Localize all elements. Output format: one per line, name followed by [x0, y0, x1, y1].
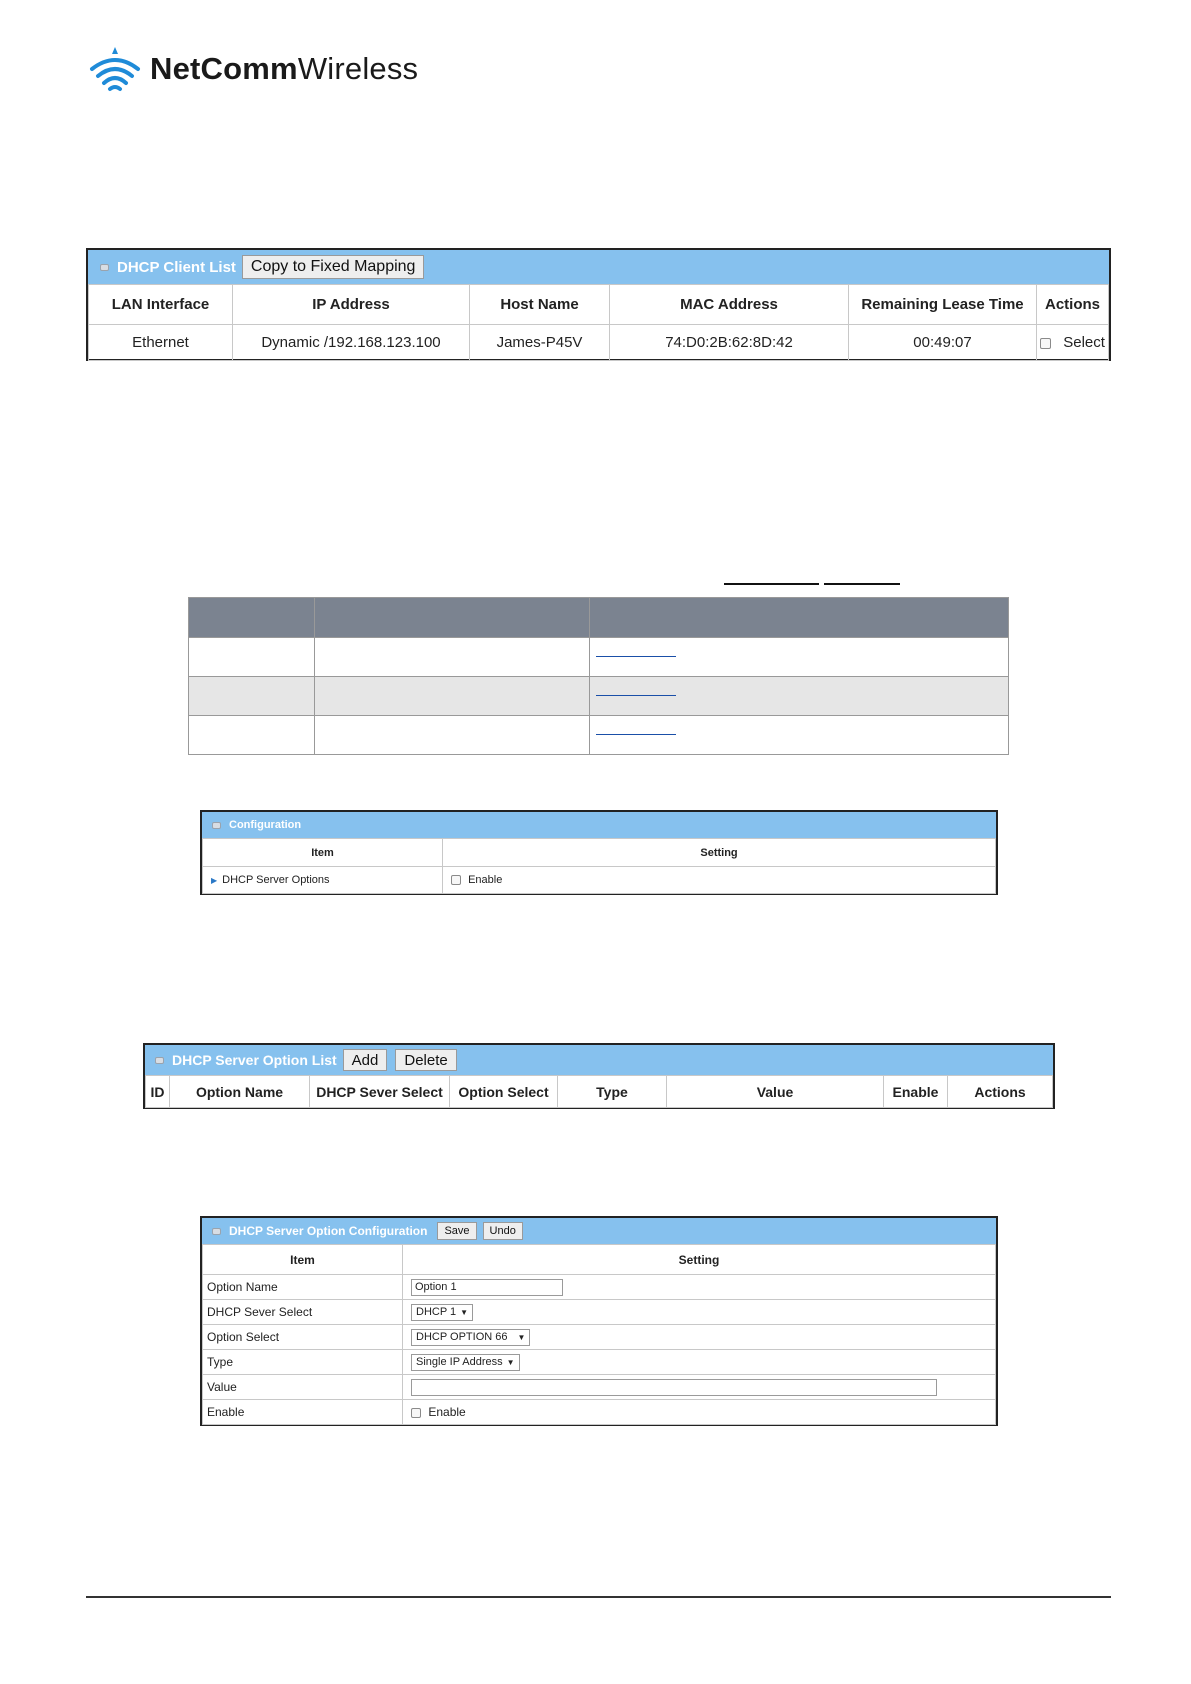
- panel-title: Configuration: [229, 819, 302, 831]
- item-cell: Option Name: [203, 1275, 403, 1300]
- dropdown-arrow-icon: ▼: [460, 1307, 469, 1317]
- column-header: Setting: [403, 1245, 996, 1275]
- mac-address-cell: 74:D0:2B:62:8D:42: [610, 325, 849, 361]
- table-row: [89, 325, 1109, 361]
- setting-cell: [403, 1375, 996, 1400]
- lease-time-cell: 00:49:07: [849, 325, 1037, 361]
- item-cell: Enable: [203, 1400, 403, 1425]
- enable-checkbox[interactable]: [411, 1408, 421, 1418]
- column-header: DHCP Sever Select: [310, 1076, 450, 1108]
- column-header: ID: [146, 1076, 170, 1108]
- table-row: [189, 638, 1009, 677]
- item-cell: Type: [203, 1350, 403, 1375]
- link[interactable]: [596, 656, 676, 657]
- brand-name: NetCommWireless: [150, 51, 419, 86]
- collapse-icon[interactable]: [155, 1057, 164, 1064]
- setting-cell: [443, 867, 996, 894]
- column-header: Type: [558, 1076, 667, 1108]
- link[interactable]: [596, 695, 676, 696]
- client-table: [88, 284, 1109, 361]
- option-name-input[interactable]: Option 1: [411, 1279, 563, 1296]
- column-header: Option Name: [170, 1076, 310, 1108]
- panel-header: [202, 1218, 996, 1244]
- type-select[interactable]: [411, 1354, 520, 1371]
- text-underlines: [724, 583, 899, 585]
- table-row: [203, 1275, 996, 1300]
- column-header: LAN Interface: [89, 285, 233, 325]
- panel-header: [145, 1045, 1053, 1075]
- table-row: [189, 716, 1009, 755]
- column-header: Value: [667, 1076, 884, 1108]
- column-header: MAC Address: [610, 285, 849, 325]
- collapse-icon[interactable]: [212, 822, 221, 829]
- column-header: Enable: [884, 1076, 948, 1108]
- panel-header: [202, 812, 996, 838]
- setting-cell: [403, 1325, 996, 1350]
- dhcp-server-option-config-panel: [200, 1216, 998, 1426]
- configuration-panel: [200, 810, 998, 895]
- panel-header: [88, 250, 1109, 284]
- expand-arrow-icon: ▶: [211, 876, 218, 885]
- select-checkbox[interactable]: [1040, 338, 1051, 349]
- option-list-table: [145, 1075, 1053, 1108]
- panel-title: DHCP Server Option List: [172, 1052, 337, 1068]
- save-button[interactable]: Save: [437, 1222, 476, 1240]
- column-header: Actions: [948, 1076, 1053, 1108]
- column-header: Setting: [443, 839, 996, 867]
- select-label: Select: [1063, 334, 1105, 351]
- enable-checkbox[interactable]: [451, 875, 461, 885]
- netcomm-logo: [88, 44, 418, 94]
- collapse-icon[interactable]: [212, 1228, 221, 1235]
- ip-address-cell: Dynamic /192.168.123.100: [233, 325, 470, 361]
- underline: [724, 583, 819, 585]
- lan-interface-cell: Ethernet: [89, 325, 233, 361]
- add-button[interactable]: Add: [343, 1049, 388, 1071]
- column-header: Item: [203, 1245, 403, 1275]
- table-row: [189, 677, 1009, 716]
- panel-title: DHCP Client List: [117, 258, 236, 276]
- configuration-table: [202, 838, 996, 894]
- column-header: Option Select: [450, 1076, 558, 1108]
- link[interactable]: [596, 734, 676, 735]
- actions-cell: [1037, 325, 1109, 361]
- column-header: Actions: [1037, 285, 1109, 325]
- table-header-row: [189, 598, 1009, 638]
- option-config-table: [202, 1244, 996, 1425]
- row-label: DHCP Server Options: [222, 874, 330, 886]
- enable-label: Enable: [428, 1405, 466, 1419]
- dropdown-arrow-icon: ▼: [517, 1332, 526, 1342]
- collapse-icon[interactable]: [100, 264, 109, 271]
- table-row: [203, 867, 996, 894]
- column-header: Host Name: [470, 285, 610, 325]
- reference-table: [188, 597, 1009, 755]
- copy-to-fixed-mapping-button[interactable]: Copy to Fixed Mapping: [242, 255, 425, 279]
- table-row: [203, 1375, 996, 1400]
- dhcp-server-option-list-panel: [143, 1043, 1055, 1109]
- column-header: Item: [203, 839, 443, 867]
- item-cell: Value: [203, 1375, 403, 1400]
- dhcp-server-select[interactable]: [411, 1304, 473, 1321]
- setting-cell: [403, 1400, 996, 1425]
- footer-divider: [86, 1596, 1111, 1598]
- table-row: [203, 1300, 996, 1325]
- value-input[interactable]: [411, 1379, 937, 1396]
- delete-button[interactable]: Delete: [395, 1049, 456, 1071]
- setting-cell: [403, 1300, 996, 1325]
- host-name-cell: James-P45V: [470, 325, 610, 361]
- item-cell: Option Select: [203, 1325, 403, 1350]
- table-row: [203, 1400, 996, 1425]
- wifi-logo-icon: [88, 45, 142, 93]
- item-cell: DHCP Sever Select: [203, 1300, 403, 1325]
- dropdown-arrow-icon: ▼: [506, 1357, 515, 1367]
- undo-button[interactable]: Undo: [483, 1222, 523, 1240]
- dhcp-client-list-panel: [86, 248, 1111, 361]
- table-row: [203, 1325, 996, 1350]
- setting-cell: [403, 1275, 996, 1300]
- select-value: Single IP Address: [416, 1355, 503, 1368]
- select-value: DHCP 1: [416, 1305, 457, 1318]
- option-select[interactable]: [411, 1329, 530, 1346]
- column-header: Remaining Lease Time: [849, 285, 1037, 325]
- select-value: DHCP OPTION 66: [416, 1330, 508, 1343]
- column-header: IP Address: [233, 285, 470, 325]
- item-cell: [203, 867, 443, 894]
- setting-cell: [403, 1350, 996, 1375]
- table-row: [203, 1350, 996, 1375]
- panel-title: DHCP Server Option Configuration: [229, 1224, 428, 1238]
- enable-label: Enable: [468, 874, 503, 886]
- underline: [824, 583, 900, 585]
